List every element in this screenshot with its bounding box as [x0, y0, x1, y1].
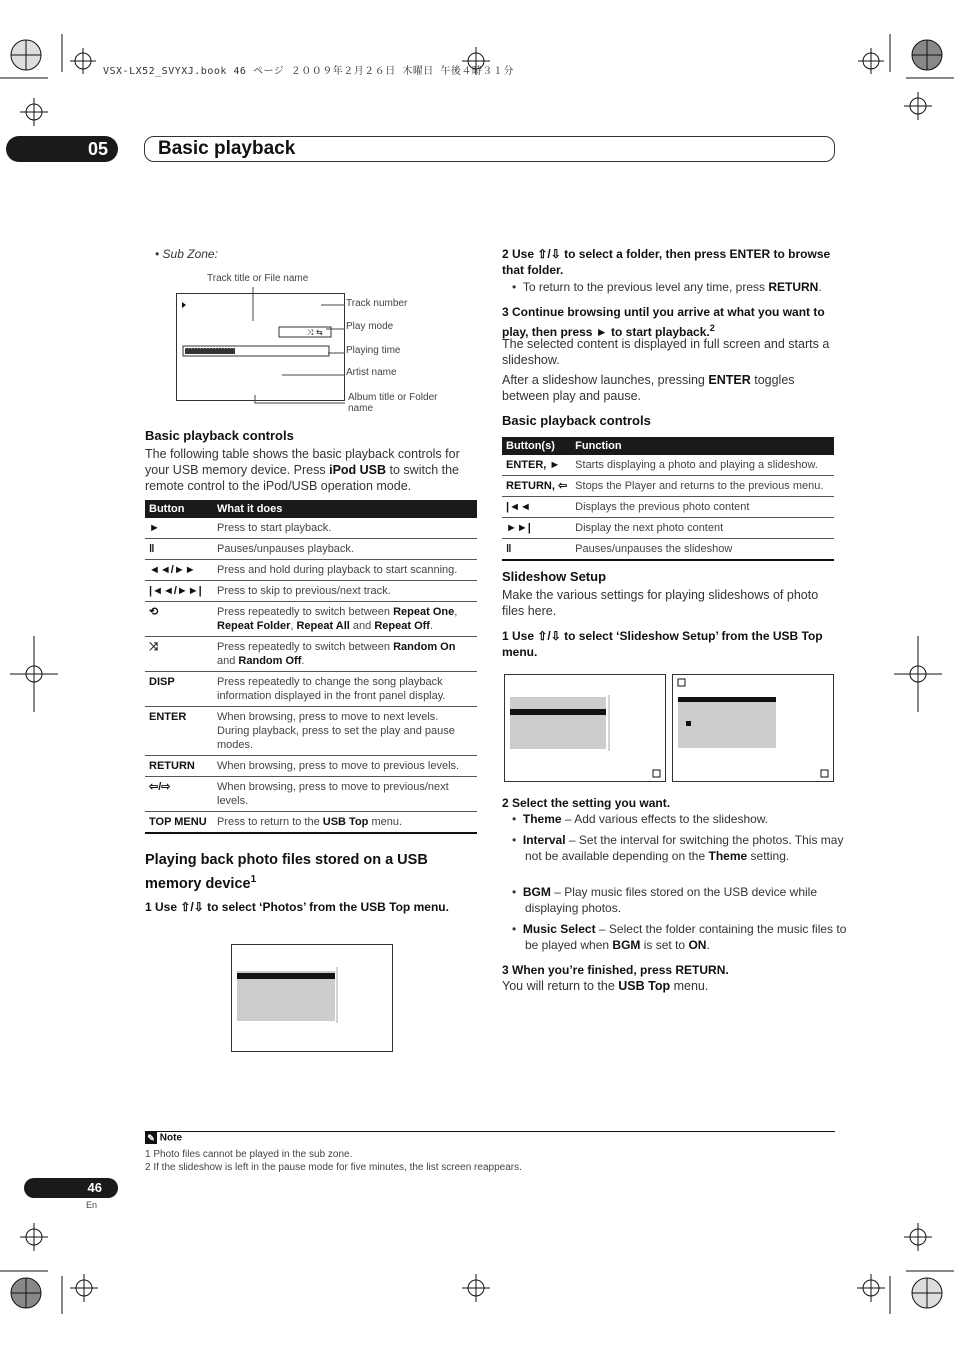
- callout-playing-time: Playing time: [346, 345, 401, 356]
- table-row: ⟲ Press repeatedly to switch between Repeat One, Repeat Folder, Repeat All and Repeat Off.: [145, 602, 477, 637]
- right-after-text: After a slideshow launches, pressing ENTER toggles between play and pause.: [502, 373, 795, 403]
- slideshow-settings-graphic: [673, 675, 833, 781]
- bullet-interval: • Interval – Set the interval for switching the photos. This may not be available depending on the Theme setting.: [512, 833, 844, 863]
- table-row: RETURN, ⇦ Stops the Player and returns to the previous menu.: [502, 476, 834, 497]
- right-step-2: 2 Use ⇧/⇩ to select a folder, then press ENTER to browse that folder.: [502, 247, 831, 277]
- slideshow-step-3-text: You will return to the USB Top menu.: [502, 979, 709, 993]
- callout-lines: [176, 285, 356, 415]
- callout-track-title: Track title or File name: [207, 273, 309, 284]
- slideshow-step-3: 3 When you’re finished, press RETURN.: [502, 963, 729, 977]
- note-line-1: 1 Photo files cannot be played in the sub zone.: [145, 1149, 353, 1160]
- table-row: ENTER, ► Starts displaying a photo and playing a slideshow.: [502, 455, 834, 476]
- callout-artist-name: Artist name: [346, 367, 397, 378]
- table-row: ⇦/⇨ When browsing, press to move to previous/next levels.: [145, 777, 477, 812]
- photo-step-1: 1 Use ⇧/⇩ to select ‘Photos’ from the USB Top menu.: [145, 900, 449, 914]
- table-header: Button(s) Function: [502, 437, 834, 455]
- table-row: ◄◄/►► Press and hold during playback to start scanning.: [145, 560, 477, 581]
- slideshow-menu-screen: [504, 674, 666, 782]
- slideshow-step-2: 2 Select the setting you want.: [502, 796, 671, 810]
- repeat-icon: ⟲: [149, 606, 159, 618]
- print-header: VSX-LX52_SVYXJ.book 46 ページ ２００９年２月２６日 木曜日 午後４時３１分: [103, 66, 514, 77]
- callout-track-number: Track number: [346, 298, 408, 309]
- chapter-number: 05: [6, 136, 118, 162]
- table-header: Button What it does: [145, 500, 477, 518]
- note-icon: ✎: [145, 1132, 157, 1144]
- usb-top-menu-screen: [231, 944, 393, 1052]
- page-number: 46: [24, 1178, 118, 1198]
- left-controls-intro: The following table shows the basic playback controls for your USB memory device. Press iPod USB to switch the remote control to the iPod/USB operation mode.: [145, 447, 460, 493]
- bullet-bgm: • BGM – Play music files stored on the USB device while displaying photos.: [512, 885, 817, 915]
- table-row: ►►| Display the next photo content: [502, 518, 834, 539]
- note-label: ✎ Note: [145, 1132, 182, 1144]
- slideshow-menu-graphic: [505, 675, 665, 781]
- table-row: ENTER When browsing, press to move to next levels. During playback, press to set the play and pause modes.: [145, 707, 477, 756]
- table-row: |◄◄ Displays the previous photo content: [502, 497, 834, 518]
- bullet-theme: • Theme – Add various effects to the slideshow.: [512, 812, 769, 826]
- table-row: ǁ Pauses/unpauses playback.: [145, 539, 477, 560]
- usb-top-menu-graphic: [232, 945, 392, 1051]
- shuffle-icon: ⤨: [149, 641, 158, 653]
- subzone-bullet: • Sub Zone:: [155, 247, 218, 261]
- slideshow-step-1: 1 Use ⇧/⇩ to select ‘Slideshow Setup’ from the USB Top menu.: [502, 629, 823, 659]
- table-row: DISP Press repeatedly to change the song playback information displayed in the front panel display.: [145, 672, 477, 707]
- right-controls-heading: Basic playback controls: [502, 413, 651, 428]
- table-row: ⤨ Press repeatedly to switch between Random On and Random Off.: [145, 637, 477, 672]
- right-step-2-bullet: • To return to the previous level any time, press RETURN.: [512, 280, 822, 294]
- callout-album-title: Album title or Folder name: [348, 392, 438, 414]
- table-row: ǁ Pauses/unpauses the slideshow: [502, 539, 834, 561]
- slideshow-settings-screen: [672, 674, 834, 782]
- right-step-3: 3 Continue browsing until you arrive at what you want to play, then press ► to start playback.$^2$: [502, 305, 825, 339]
- left-controls-heading: Basic playback controls: [145, 428, 294, 443]
- note-divider: [145, 1131, 835, 1132]
- note-line-2: 2 If the slideshow is left in the pause mode for five minutes, the list screen reappears.: [145, 1162, 522, 1173]
- callout-play-mode: Play mode: [346, 321, 394, 332]
- language-code: En: [86, 1200, 98, 1210]
- left-controls-table: [145, 500, 477, 834]
- table-row: RETURN When browsing, press to move to previous levels.: [145, 756, 477, 777]
- right-controls-table: [502, 437, 834, 561]
- photo-heading: Playing back photo files stored on a USB memory device$^1$: [145, 852, 428, 892]
- table-row: TOP MENU Press to return to the USB Top menu.: [145, 812, 477, 834]
- table-row: |◄◄/►►| Press to skip to previous/next track.: [145, 581, 477, 602]
- slideshow-intro: Make the various settings for playing slideshows of photo files here.: [502, 588, 819, 618]
- svg-text:⤨ ⇆: ⤨ ⇆: [307, 328, 323, 337]
- table-row: ► Press to start playback.: [145, 518, 477, 539]
- chapter-title: Basic playback: [158, 138, 296, 159]
- bullet-music-select: • Music Select – Select the folder containing the music files to be played when BGM is set to ON.: [512, 922, 847, 952]
- right-step-3-text: The selected content is displayed in full screen and starts a slideshow.: [502, 337, 830, 367]
- slideshow-heading: Slideshow Setup: [502, 569, 607, 584]
